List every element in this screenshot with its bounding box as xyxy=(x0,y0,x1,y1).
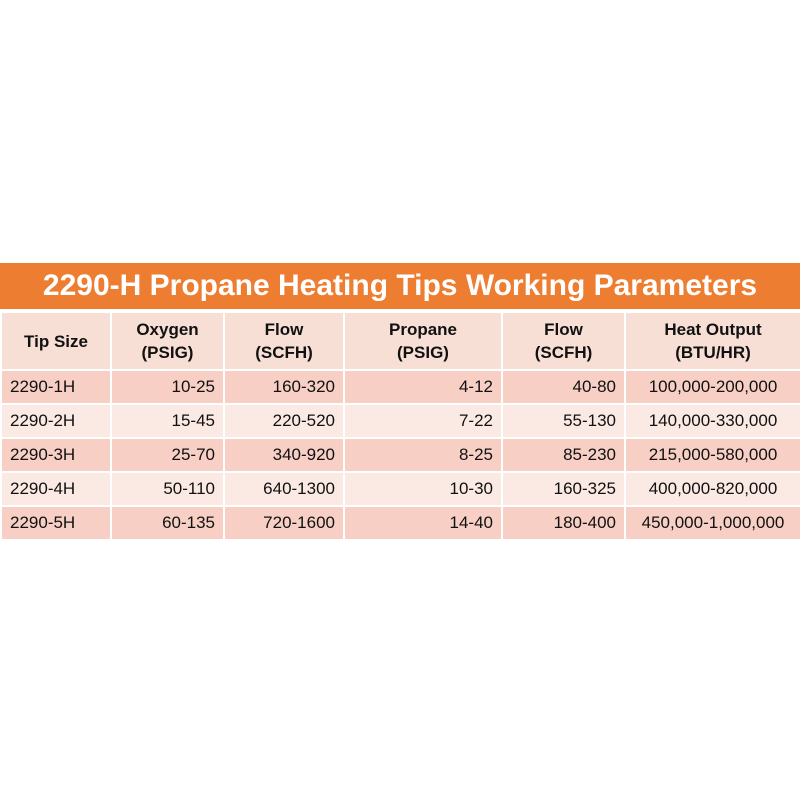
header-label: Tip Size xyxy=(24,331,88,351)
parameters-table-container xyxy=(0,263,800,541)
table-title: 2290-H Propane Heating Tips Working Parameters xyxy=(0,263,800,311)
cell-propane: 10-30 xyxy=(344,472,502,506)
cell-propane-flow: 55-130 xyxy=(502,404,625,438)
header-heat-output xyxy=(625,312,800,370)
cell-propane: 4-12 xyxy=(344,370,502,404)
header-propane xyxy=(344,312,502,370)
cell-propane: 8-25 xyxy=(344,438,502,472)
header-unit: (PSIG) xyxy=(397,343,449,362)
header-tip-size xyxy=(1,312,111,370)
cell-heat-output: 400,000-820,000 xyxy=(625,472,800,506)
header-label: Oxygen xyxy=(136,320,199,339)
cell-heat-output: 215,000-580,000 xyxy=(625,438,800,472)
cell-tip-size: 2290-1H xyxy=(1,370,111,404)
header-oxygen-flow xyxy=(224,312,344,370)
cell-oxygen-flow: 720-1600 xyxy=(224,506,344,540)
cell-oxygen-flow: 160-320 xyxy=(224,370,344,404)
header-propane-flow xyxy=(502,312,625,370)
cell-oxygen: 50-110 xyxy=(111,472,224,506)
cell-tip-size: 2290-5H xyxy=(1,506,111,540)
header-unit: (SCFH) xyxy=(255,343,313,362)
cell-propane-flow: 40-80 xyxy=(502,370,625,404)
header-label: Flow xyxy=(264,320,304,339)
cell-oxygen-flow: 220-520 xyxy=(224,404,344,438)
cell-propane-flow: 160-325 xyxy=(502,472,625,506)
header-unit: (BTU/HR) xyxy=(675,343,751,362)
cell-oxygen: 60-135 xyxy=(111,506,224,540)
cell-propane-flow: 180-400 xyxy=(502,506,625,540)
cell-heat-output: 140,000-330,000 xyxy=(625,404,800,438)
cell-tip-size: 2290-2H xyxy=(1,404,111,438)
cell-tip-size: 2290-3H xyxy=(1,438,111,472)
header-oxygen xyxy=(111,312,224,370)
cell-propane: 7-22 xyxy=(344,404,502,438)
cell-oxygen: 15-45 xyxy=(111,404,224,438)
header-unit: (PSIG) xyxy=(141,343,194,362)
cell-oxygen: 10-25 xyxy=(111,370,224,404)
header-label: Flow xyxy=(544,320,583,339)
cell-oxygen-flow: 340-920 xyxy=(224,438,344,472)
table-row xyxy=(1,438,800,472)
cell-propane-flow: 85-230 xyxy=(502,438,625,472)
header-label: Propane xyxy=(388,320,458,339)
table-row xyxy=(1,506,800,540)
table-row xyxy=(1,370,800,404)
table-row xyxy=(1,404,800,438)
cell-tip-size: 2290-4H xyxy=(1,472,111,506)
cell-propane: 14-40 xyxy=(344,506,502,540)
header-row xyxy=(1,312,800,370)
cell-oxygen-flow: 640-1300 xyxy=(224,472,344,506)
header-unit: (SCFH) xyxy=(534,343,593,362)
cell-heat-output: 450,000-1,000,000 xyxy=(625,506,800,540)
parameters-table xyxy=(0,311,800,541)
table-row xyxy=(1,472,800,506)
header-label: Heat Output xyxy=(664,320,762,339)
cell-oxygen: 25-70 xyxy=(111,438,224,472)
cell-heat-output: 100,000-200,000 xyxy=(625,370,800,404)
